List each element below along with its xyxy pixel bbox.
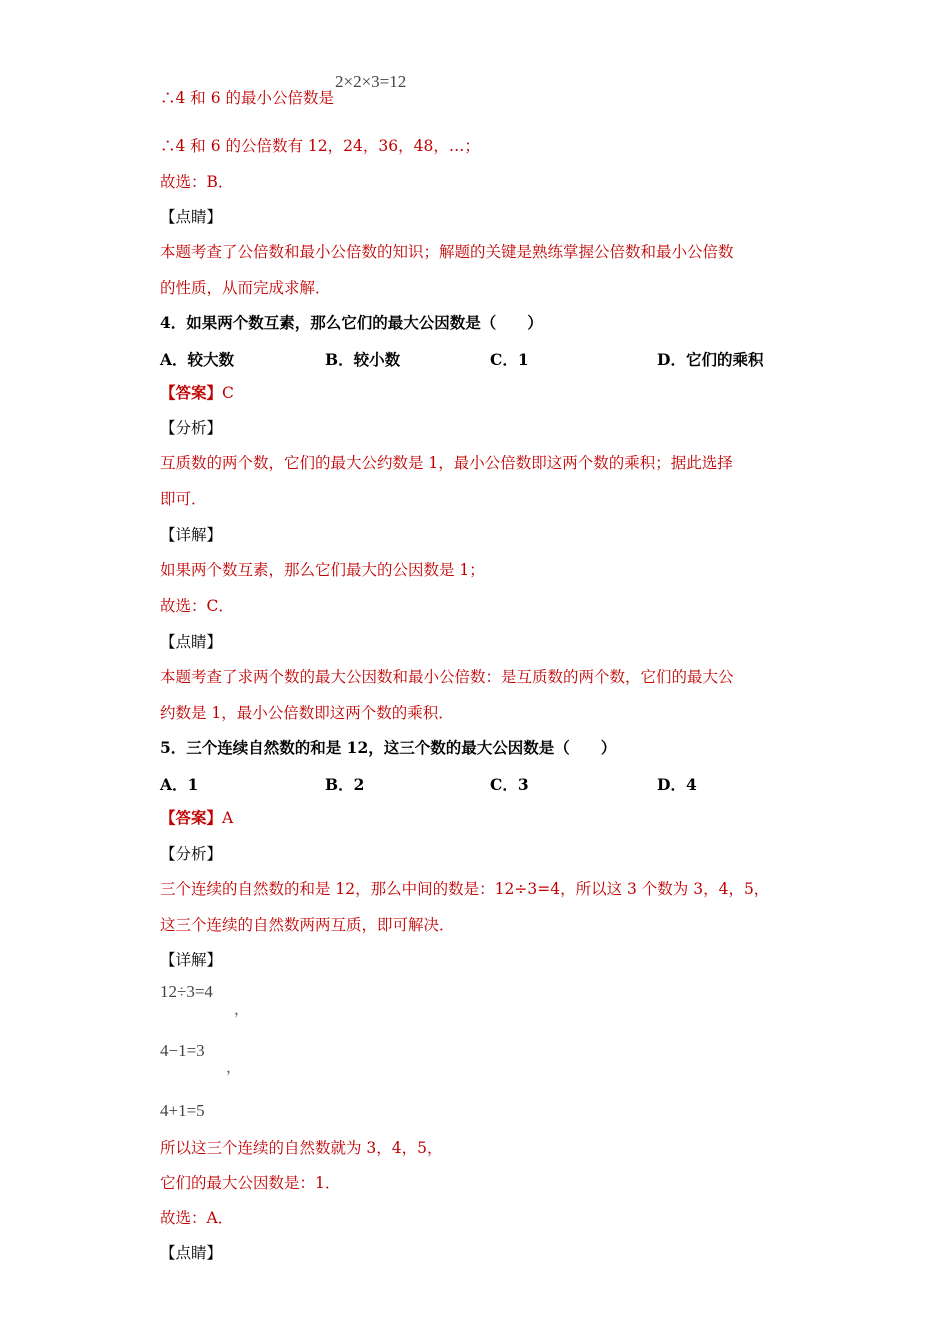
q4-option-b: B．较小数: [325, 350, 401, 369]
q4-detail-tag: 【详解】: [160, 526, 223, 544]
q4-option-d: D．它们的乘积: [657, 350, 764, 369]
q5-analysis-tag: 【分析】: [160, 845, 223, 863]
dianjing-line-1: 本题考查了公倍数和最小公倍数的知识；解题的关键是熟练掌握公倍数和最小公倍数: [160, 243, 734, 261]
q4-detail-line-1: 如果两个数互素，那么它们最大的公因数是 1；: [160, 561, 485, 579]
q5-stem: 5．三个连续自然数的和是 12，这三个数的最大公因数是（ ）: [160, 738, 617, 757]
q4-dianjing-tag: 【点睛】: [160, 633, 223, 651]
q5-formula-1-comma: ，: [234, 1000, 250, 1018]
q5-answer-tag: 【答案】: [160, 808, 223, 827]
q5-option-c: C．3: [490, 775, 529, 794]
q4-option-a: A．较大数: [160, 350, 235, 369]
q5-option-b: B．2: [325, 775, 365, 794]
q5-formula-2-comma: ，: [226, 1058, 242, 1076]
q5-answer-value: A: [222, 809, 234, 827]
q5-analysis-line-2: 这三个连续的自然数两两互质，即可解决．: [160, 916, 455, 934]
q4-analysis-tag: 【分析】: [160, 419, 223, 437]
dianjing-line-2: 的性质，从而完成求解．: [160, 279, 331, 297]
q4-answer: [160, 383, 234, 403]
q4-stem: 4．如果两个数互素，那么它们的最大公因数是（ ）: [160, 313, 543, 332]
q5-answer: [160, 808, 233, 828]
q4-dianjing-line-2: 约数是 1，最小公倍数即这两个数的乘积．: [160, 704, 454, 722]
q4-answer-value: C: [222, 384, 234, 402]
q5-detail-line-2: 所以这三个连续的自然数就为 3，4，5，: [160, 1139, 443, 1157]
q4-answer-tag: 【答案】: [160, 383, 223, 402]
q5-formula-1: 12÷3=4: [160, 982, 213, 1001]
q5-option-a: A．1: [160, 775, 199, 794]
q5-formula-2: 4−1=3: [160, 1041, 205, 1060]
lcm-formula: 2×2×3=12: [335, 72, 407, 91]
multiples-statement: ∴4 和 6 的公倍数有 12，24，36，48，…；: [160, 137, 480, 155]
choose-b: 故选：B．: [160, 173, 234, 191]
q5-formula-3: 4+1=5: [160, 1101, 205, 1120]
q5-detail-tag: 【详解】: [160, 951, 223, 969]
q4-choose: 故选：C．: [160, 597, 234, 615]
q5-option-d: D．4: [657, 775, 697, 794]
q4-analysis-line-1: 互质数的两个数，它们的最大公约数是 1，最小公倍数即这两个数的乘积；据此选择: [160, 454, 733, 472]
q5-dianjing-tag: 【点睛】: [160, 1244, 223, 1262]
q4-analysis-line-2: 即可．: [160, 490, 207, 508]
q4-dianjing-line-1: 本题考查了求两个数的最大公因数和最小公倍数：是互质数的两个数，它们的最大公: [160, 668, 734, 686]
q5-detail-line-3: 它们的最大公因数是：1．: [160, 1174, 341, 1192]
lcm-statement: [160, 88, 334, 108]
dianjing-tag: 【点睛】: [160, 208, 223, 226]
q4-option-c: C．1: [490, 350, 529, 369]
lcm-label: ∴4 和 6 的最小公倍数是: [160, 89, 335, 107]
q5-choose: 故选：A．: [160, 1209, 234, 1227]
q5-analysis-line-1: 三个连续的自然数的和是 12，那么中间的数是：12÷3=4，所以这 3 个数为 3，4，5，: [160, 880, 770, 898]
